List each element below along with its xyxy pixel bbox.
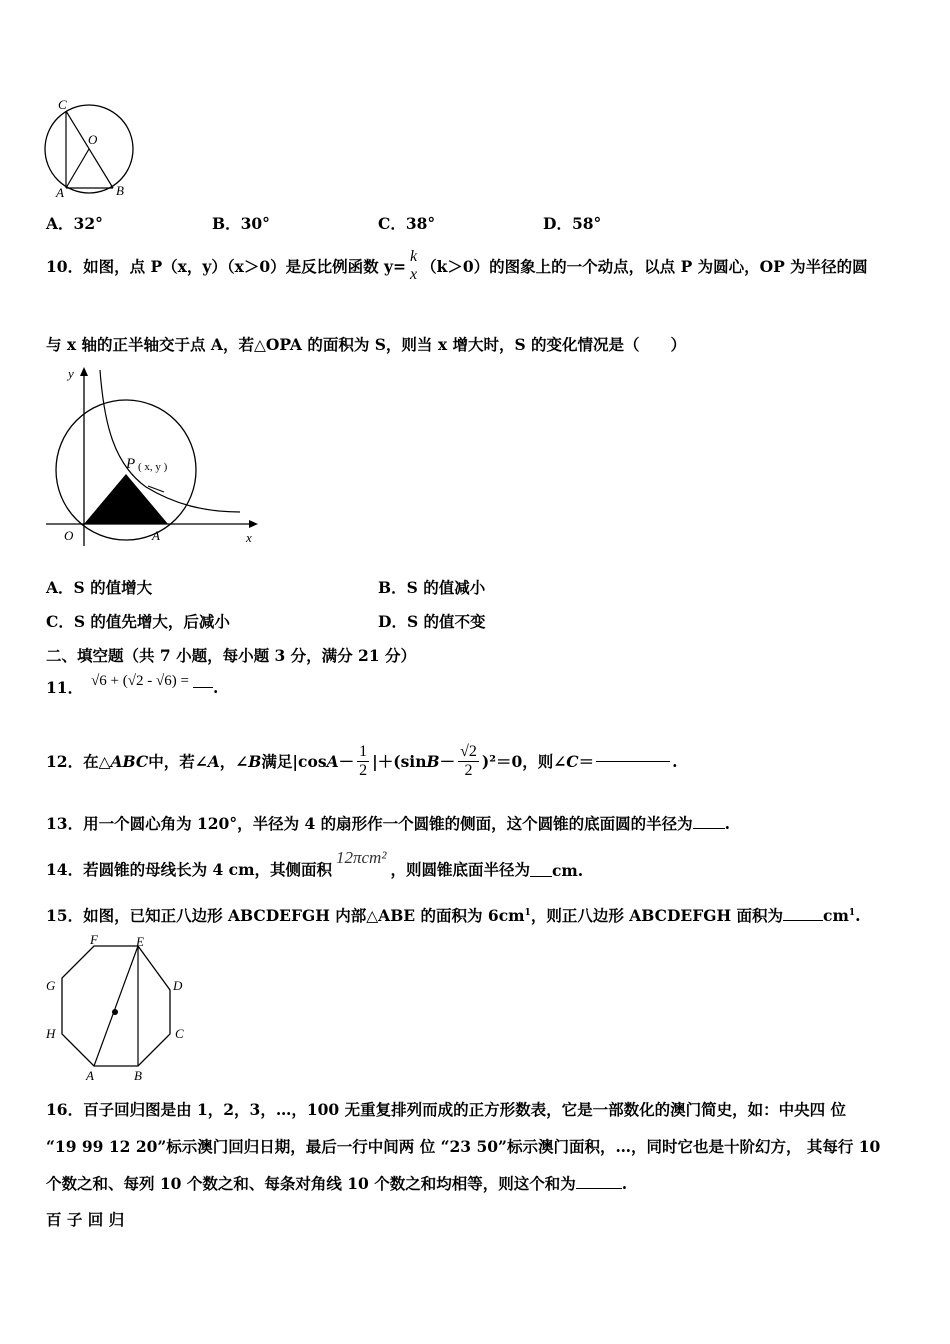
q9-label-b: B [116,183,124,198]
q12-text: － [338,752,355,771]
option-text: S 的值增大 [73,578,153,597]
q14-lateral-area: 12πcm² [336,848,387,867]
q10-x-arrow [249,520,258,528]
option-key: C． [378,214,406,233]
q16-line1: 16．百子回归图是由 1，2，3，…，100 无重复排列而成的正方形数表，它是一部数化的澳门简史，如：中央四 位 [46,1100,846,1119]
q11-expression: √6 + (√2 - √6) = [91,672,189,689]
option-text: S 的值减小 [406,578,486,597]
q15-answer-blank[interactable] [783,919,823,921]
q12-text: |＋(sin [372,752,427,771]
q13 [46,812,730,834]
q10-figure [44,364,264,548]
q12-text: ，∠ [219,752,249,771]
q15 [46,904,861,926]
q10-triangle-opa [84,474,168,524]
q14-unit: cm. [551,861,584,880]
q10-option-d [378,610,486,632]
q10-line2: 与 x 轴的正半轴交于点 A，若△OPA 的面积为 S，则当 x 增大时，S 的变化情况是（ ） [46,335,687,354]
q9-option-a [46,212,103,234]
q10-option-c [46,610,230,632]
q12-text: )²＝0，则∠ [481,752,567,771]
q16-period: . [621,1174,628,1193]
q15-label-h: H [46,1026,56,1041]
q12-frac2-den: 2 [464,761,473,779]
q11-period: . [212,677,219,697]
option-key: B． [212,214,241,233]
q15-text: ，则正八边形 ABCDEFGH 面积为 [530,906,783,925]
q10-label-x: x [246,530,252,545]
q10-line1 [46,244,868,288]
option-key: A． [46,578,74,597]
q12-frac1-num: 1 [359,742,368,760]
q10-label-pcoord: ( x, y ) [138,461,168,473]
q9-label-c: C [58,97,67,112]
q15-superscript: 1 [848,907,856,918]
q13-answer-blank[interactable] [693,827,725,829]
q15-center-dot [112,1009,118,1015]
q15-period: . [855,906,861,925]
q10-frac-num: k [410,248,418,265]
q15-label-d: D [173,978,183,993]
q15-label-f: F [90,934,98,947]
q14-answer-blank[interactable] [530,875,552,877]
q16-text: 个数之和、每列 10 个数之和、每条对角线 10 个数之和均相等，则这个和为 [46,1174,576,1193]
q12-angle-b: B [248,751,262,771]
q12-text: 满足|cos [261,752,327,771]
q10-label-p: P [126,456,136,472]
q11 [46,672,219,698]
q12-fraction-2 [458,743,479,780]
q16-line3 [46,1172,627,1194]
q15-label-e: E [136,934,144,949]
q12-text: ＝ [578,752,595,771]
q13-period: . [724,814,731,833]
q10-label-a: A [152,528,160,543]
q12-answer-blank[interactable] [596,760,670,762]
q12-angle-a: A [207,751,220,771]
q12-fraction-1 [357,743,369,780]
option-key: C． [46,612,74,631]
q9-option-c [378,212,435,234]
q10-fraction [408,248,419,284]
q14-text: 14．若圆锥的母线长为 4 cm，其侧面积 [46,860,332,879]
q12-angle-a: A [326,751,339,771]
q15-label-a: A [86,1068,94,1083]
q12 [46,732,678,790]
q10-y-arrow [80,367,88,376]
q15-unit: cm [823,906,849,925]
q12-triangle-name: ABC [110,751,149,771]
q16-figure-caption: 百 子 回 归 [46,1210,125,1229]
option-key: D． [543,214,572,233]
q15-label-c: C [175,1026,184,1041]
q10-label-o: O [64,528,74,543]
q12-text: 中，若∠ [148,752,208,771]
q13-text: 13．用一个圆心角为 120°，半径为 4 的扇形作一个圆锥的侧面，这个圆锥的底面圆的半径为 [46,814,693,833]
q15-octagon-figure [42,934,202,1084]
option-text: 30° [240,214,270,233]
q9-option-d [543,212,601,234]
q14 [46,848,583,884]
q9-segment-ao [66,149,89,188]
q12-angle-b: B [426,751,440,771]
q9-label-o: O [88,132,98,147]
q9-circle-figure [38,96,142,202]
option-key: A． [46,214,74,233]
q11-answer-blank[interactable] [193,686,213,688]
option-key: B． [378,578,407,597]
q9-label-a: A [56,185,64,200]
option-text: 32° [73,214,103,233]
option-key: D． [378,612,407,631]
q15-label-b: B [134,1068,142,1083]
q10-text-a: 10．如图，点 P（x，y）（x＞0）是反比例函数 y= [46,257,407,276]
option-text: S 的值先增大，后减小 [73,612,230,631]
q15-superscript: 1 [524,907,531,918]
q15-segment-ae [94,946,138,1066]
q12-frac2-num: √2 [460,742,477,760]
q12-period: . [672,751,678,771]
q12-text: 12．在△ [46,752,111,771]
q10-option-b [378,576,485,598]
q11-number: 11． [46,678,84,697]
q12-frac1-den: 2 [359,761,368,779]
q14-text: ，则圆锥底面半径为 [390,860,530,879]
q15-text: 15．如图，已知正八边形 ABCDEFGH 内部△ABE 的面积为 6cm [46,906,525,925]
q10-label-y: y [68,366,74,381]
q10-option-a [46,576,152,598]
section-heading: 二、填空题（共 7 小题，每小题 3 分，满分 21 分） [46,646,417,665]
q15-label-g: G [46,978,56,993]
option-text: S 的值不变 [406,612,486,631]
q12-text: － [439,752,456,771]
q10-frac-den: x [410,266,418,283]
q10-text-b: （k＞0）的图象上的一个动点，以点 P 为圆心，OP 为半径的圆 [421,257,868,276]
q9-option-b [212,212,270,234]
option-text: 38° [405,214,436,233]
option-text: 58° [571,214,602,233]
q12-angle-c: C [566,751,579,771]
q16-line2: “19 99 12 20”标示澳门回归日期，最后一行中间两 位 “23 50”标示澳门面积，…，同时它也是十阶幻方， 其每行 10 [46,1137,881,1156]
q16-answer-blank[interactable] [576,1187,622,1189]
